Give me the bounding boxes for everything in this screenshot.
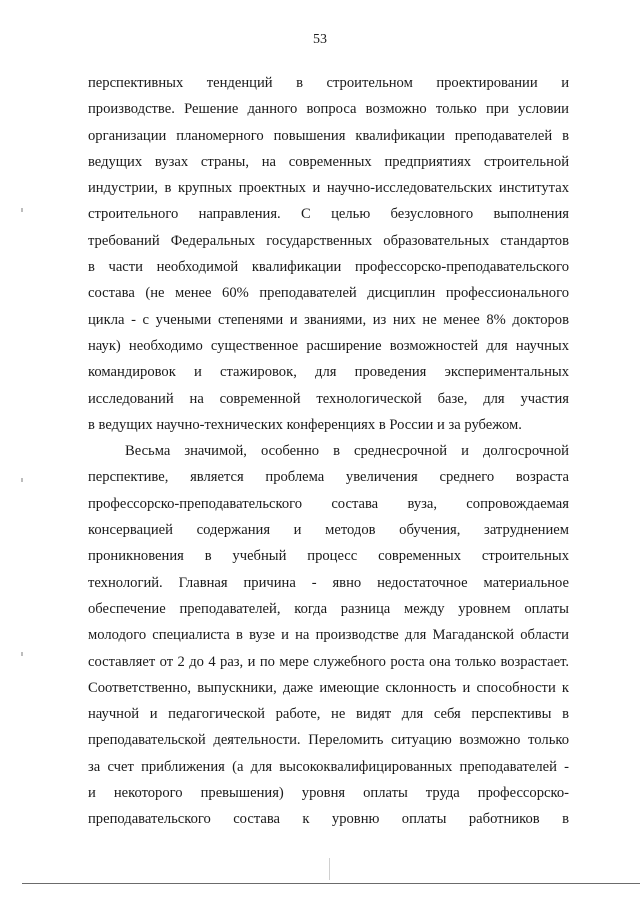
text-line: организации планомерного повышения квалификации преподавателей в [88, 127, 569, 144]
scan-speck [21, 652, 23, 656]
text-line: индустрии, в крупных проектных и научно-исследовательских институтах [88, 180, 569, 197]
text-line: в части необходимой квалификации профессорско-преподавательского [88, 259, 569, 276]
text-line: консервацией содержания и методов обучения, затруднением [88, 522, 569, 539]
text-line: молодого специалиста в вузе и на производстве для Магаданской области [88, 627, 569, 644]
text-line: преподавательской деятельности. Переломить ситуацию возможно только [88, 732, 569, 749]
text-line: составляет от 2 до 4 раз, и по мере служебного роста она только возрастает. [88, 653, 569, 670]
text-line: обеспечение преподавателей, когда разница между уровнем оплаты [88, 600, 569, 617]
scan-speck [329, 858, 330, 880]
text-line: за счет приближения (а для высококвалифицированных преподавателей - [88, 758, 569, 775]
text-line: и некоторого превышения) уровня оплаты труда профессорско- [88, 785, 569, 802]
text-line: строительного направления. С целью безусловного выполнения [88, 206, 569, 223]
text-line: цикла - с учеными степенями и званиями, из них не менее 8% докторов [88, 311, 569, 328]
text-line: профессорско-преподавательского состава вуза, сопровождаемая [88, 495, 569, 512]
text-line: исследований на современной технологической базе, для участия [88, 390, 569, 407]
paragraph-first-line: Весьма значимой, особенно в среднесрочной и долгосрочной [125, 443, 569, 460]
scan-speck [21, 208, 23, 212]
text-line: проникновения в учебный процесс современных строительных [88, 548, 569, 565]
text-line: преподавательского состава к уровню оплаты работников в [88, 811, 569, 828]
scan-speck [21, 478, 23, 482]
text-line: научной и педагогической работе, не видят для себя перспективы в [88, 706, 569, 723]
text-line: ведущих вузах страны, на современных предприятиях строительной [88, 153, 569, 170]
text-line: технологий. Главная причина - явно недостаточное материальное [88, 574, 569, 591]
text-line: производстве. Решение данного вопроса возможно только при условии [88, 101, 569, 118]
page-number: 53 [313, 32, 327, 47]
text-line: Соответственно, выпускники, даже имеющие склонность и способности к [88, 679, 569, 696]
body-text [88, 70, 569, 833]
text-line: командировок и стажировок, для проведения экспериментальных [88, 364, 569, 381]
scan-edge-line [22, 883, 640, 884]
text-line: требований Федеральных государственных образовательных стандартов [88, 232, 569, 249]
text-line: состава (не менее 60% преподавателей дисциплин профессионального [88, 285, 569, 302]
text-line: перспективе, является проблема увеличения среднего возраста [88, 469, 569, 486]
text-line: наук) необходимо существенное расширение возможностей для научных [88, 337, 569, 354]
text-line: перспективных тенденций в строительном проектировании и [88, 75, 569, 91]
text-line: в ведущих научно-технических конференциях в России и за рубежом. [88, 416, 522, 433]
